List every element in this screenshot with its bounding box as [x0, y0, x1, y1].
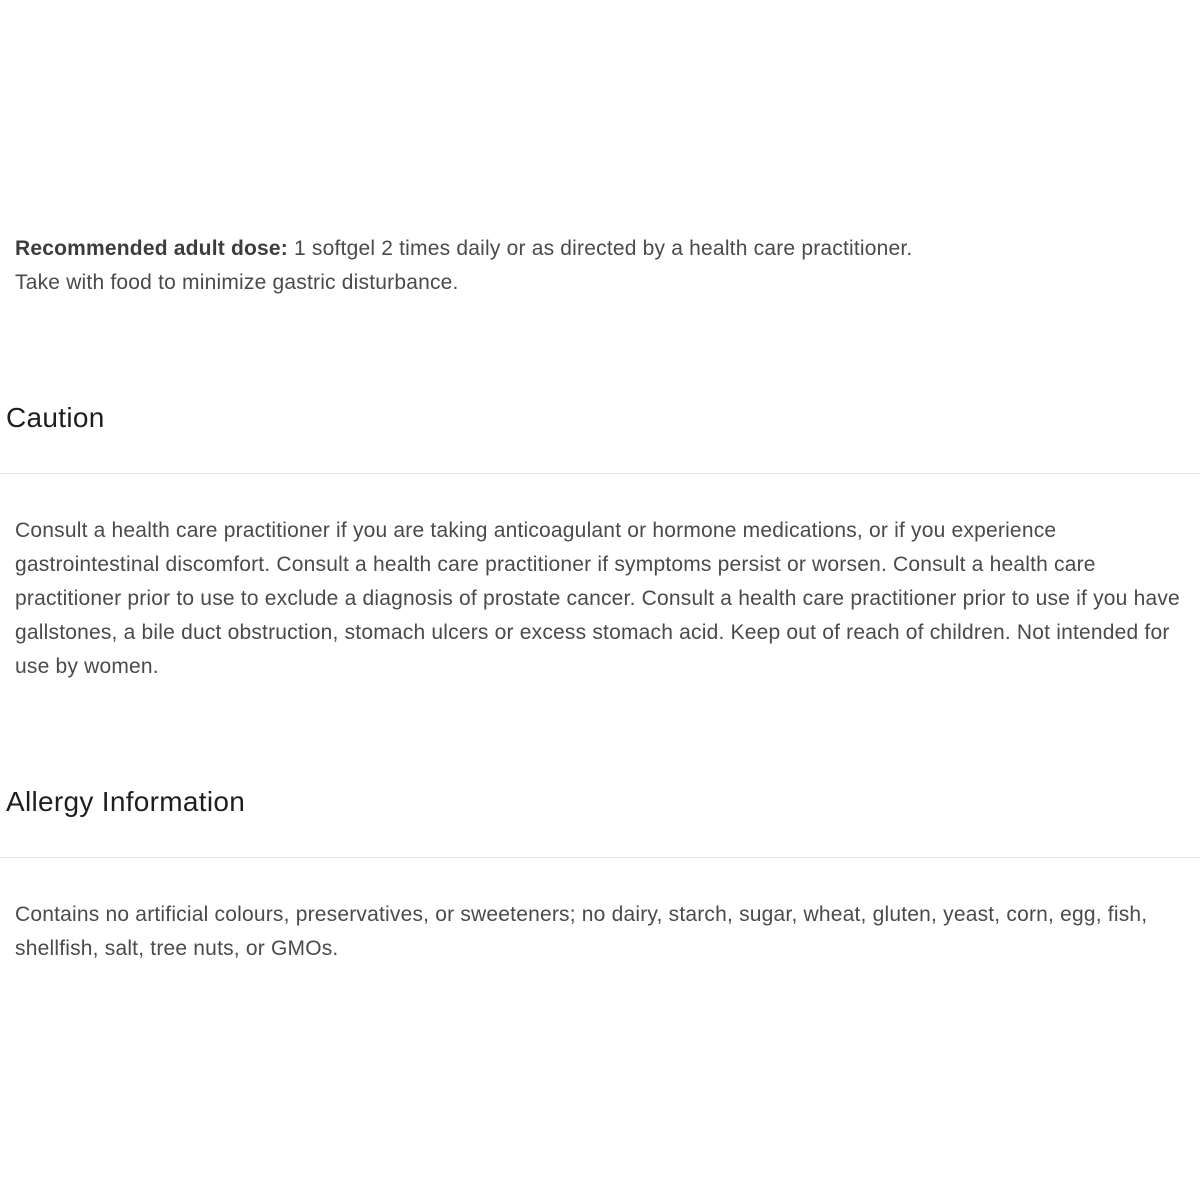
dosage-line-2: Take with food to minimize gastric disturbance.	[15, 271, 459, 294]
dosage-line-1: 1 softgel 2 times daily or as directed by a health care practitioner.	[287, 237, 913, 260]
caution-heading: Caution	[6, 402, 105, 433]
dosage-label: Recommended adult dose:	[15, 237, 288, 260]
caution-divider	[0, 473, 1200, 474]
allergy-text: Contains no artificial colours, preservatives, or sweeteners; no dairy, starch, sugar, wheat, gluten, yeast, corn, egg, fish, shellfish, salt, tree nuts, or GMOs.	[15, 903, 1148, 960]
caution-text: Consult a health care practitioner if you are taking anticoagulant or hormone medications, or if you experience gastrointestinal discomfort. Consult a health care practitioner if symptoms persist or worsen. Consult a health care practitioner prior to use to exclude a diagnosis of prostate cancer. Consult a health care practitioner prior to use if you have gallstones, a bile duct obstruction, stomach ulcers or excess stomach acid. Keep out of reach of children. Not intended for use by women.	[15, 519, 1180, 678]
allergy-divider	[0, 857, 1200, 858]
dosage-instructions	[15, 232, 1185, 300]
allergy-heading: Allergy Information	[6, 786, 246, 817]
